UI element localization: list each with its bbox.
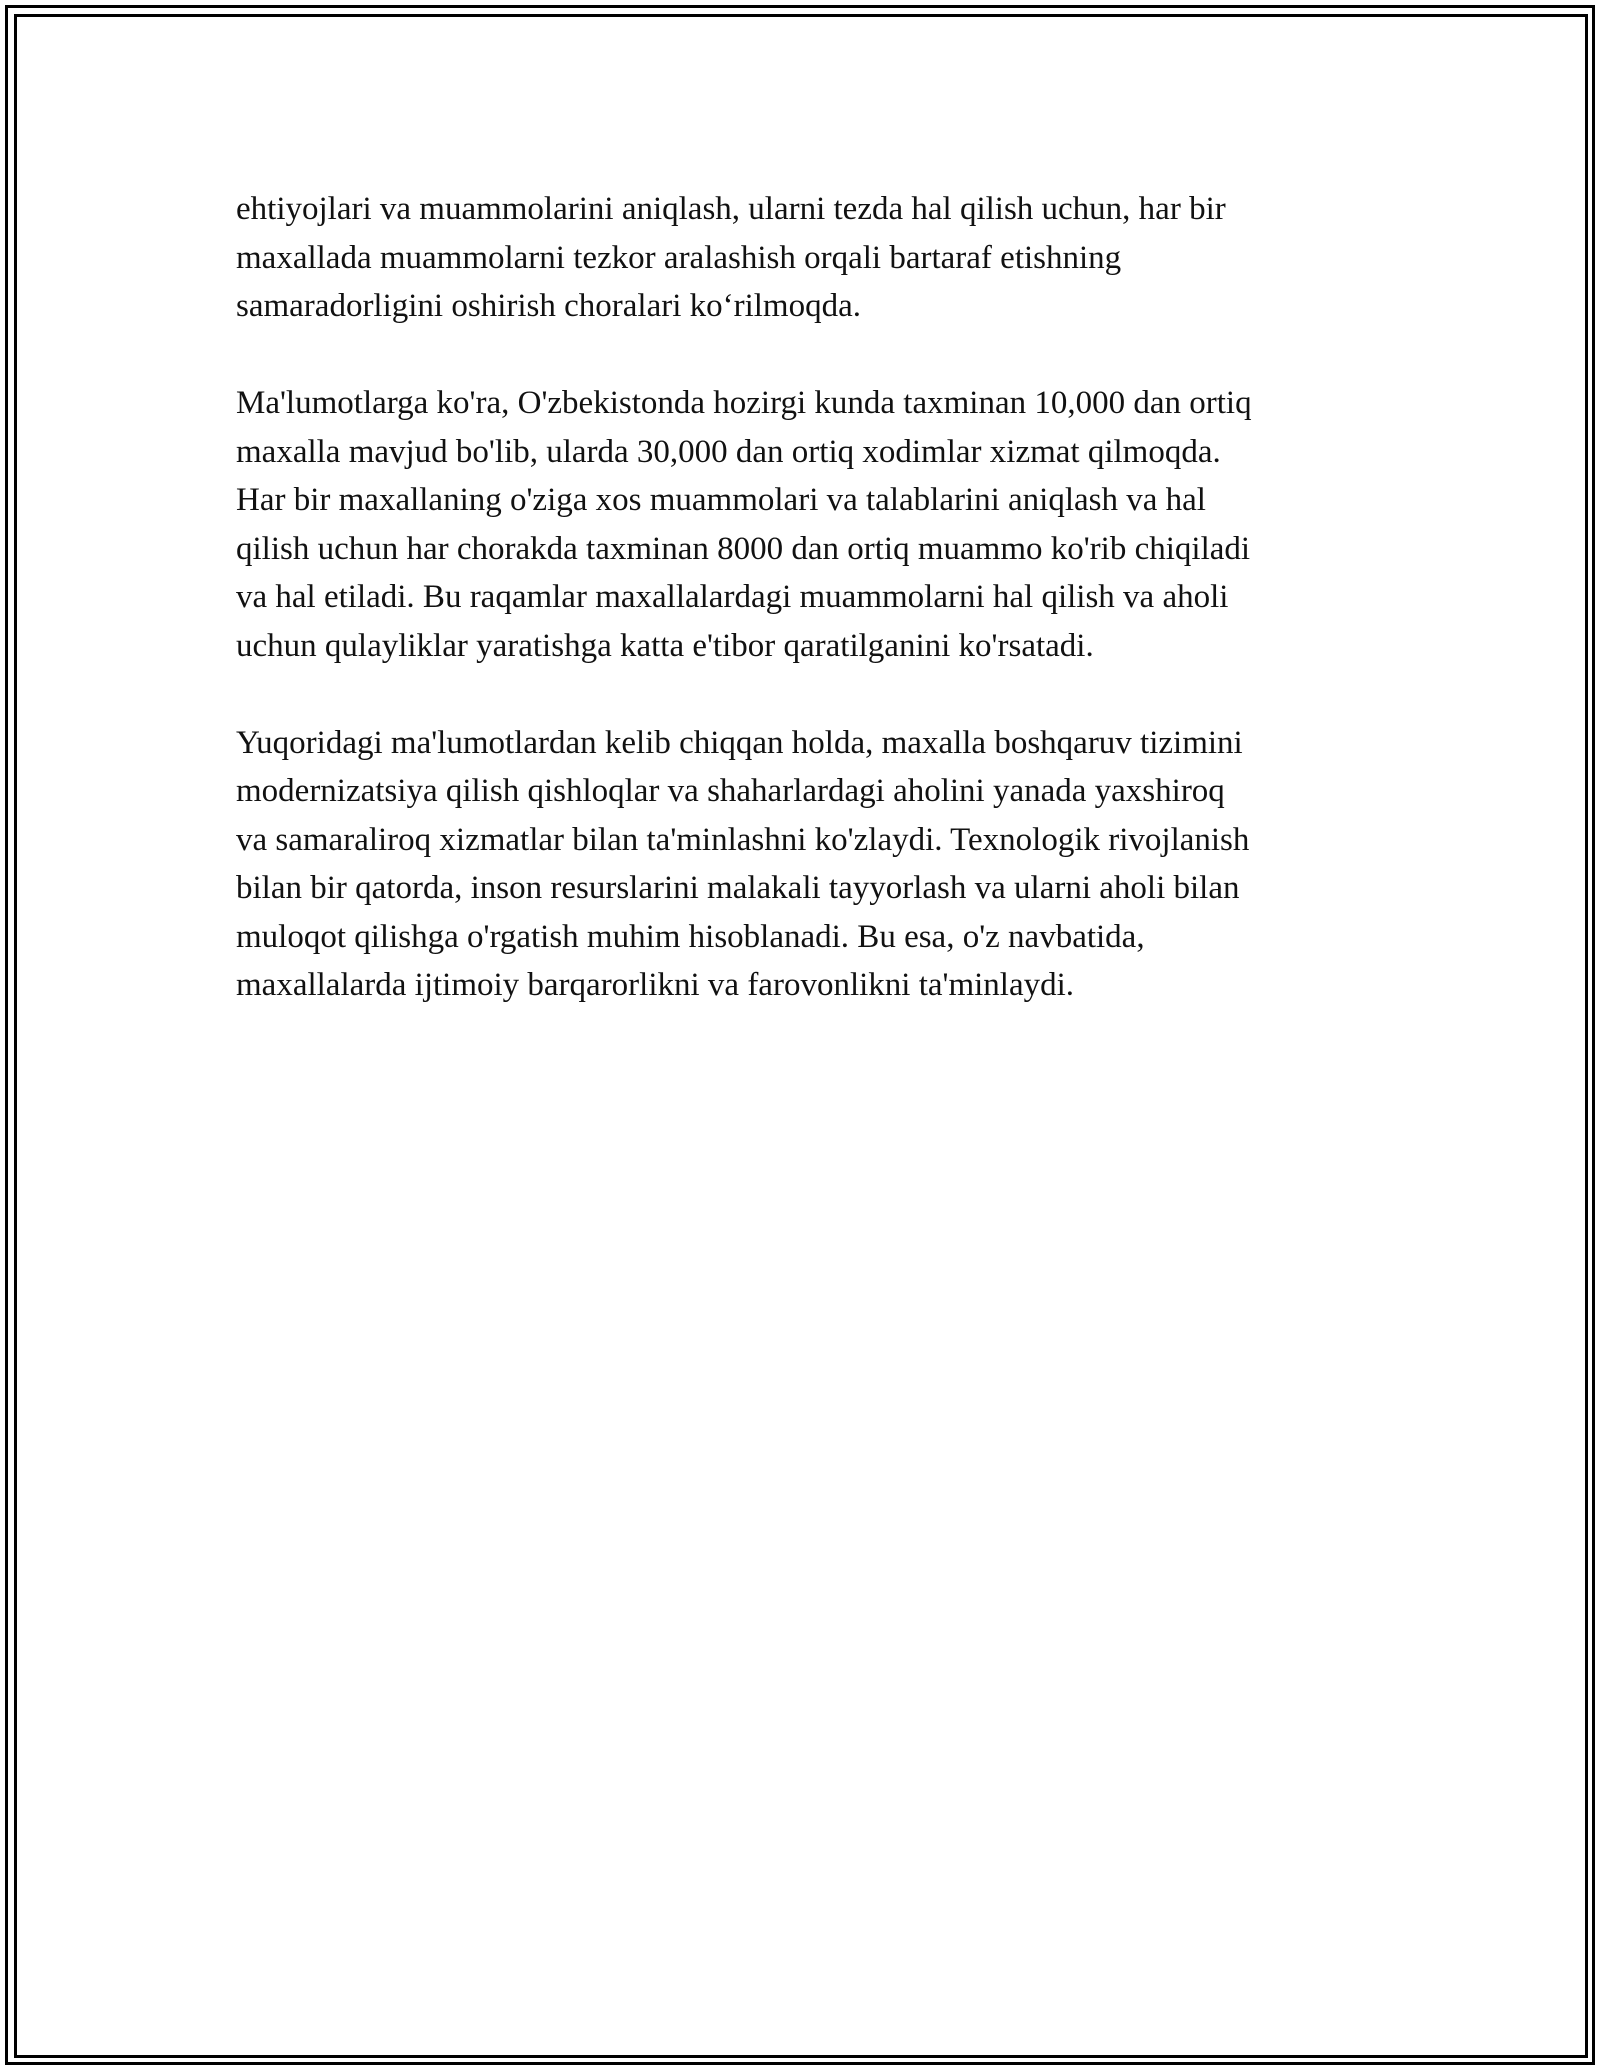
text-line: bilan bir qatorda, inson resurslarini malakali tayyorlash va ularni aholi bilan [236,870,1240,906]
text-line: modernizatsiya qilish qishloqlar va shaharlardagi aholini yanada yaxshiroq [236,773,1225,809]
text-line: ehtiyojlari va muammolarini aniqlash, ularni tezda hal qilish uchun, har bir [236,191,1226,227]
text-line: qilish uchun har chorakda taxminan 8000 dan ortiq muammo ko'rib chiqiladi [236,530,1251,567]
text-line: Har bir maxallaning o'ziga xos muammolari va talablarini aniqlash va hal [236,482,1206,518]
text-line: maxalla mavjud bo'lib, ularda 30,000 dan ortiq xodimlar xizmat qilmoqda. [236,433,1221,470]
paragraph-1 [236,185,1396,331]
text-line: va samaraliroq xizmatlar bilan ta'minlashni ko'zlaydi. Texnologik rivojlanish [236,821,1250,858]
text-line: maxallada muammolarni tezkor aralashish orqali bartaraf etishning [236,239,1122,276]
text-line: va hal etiladi. Bu raqamlar maxallalardagi muammolarni hal qilish va aholi [236,579,1229,615]
text-line: Ma'lumotlarga ko'ra, O'zbekistonda hozirgi kunda taxminan 10,000 dan ortiq [236,385,1252,421]
text-line: muloqot qilishga o'rgatish muhim hisoblanadi. Bu esa, o'z navbatida, [236,918,1145,955]
text-line: samaradorligini oshirish choralari ko‘rilmoqda. [236,288,862,324]
document-body [236,185,1396,1058]
text-line: maxallalarda ijtimoiy barqarorlikni va farovonlikni ta'minlaydi. [236,967,1075,1003]
text-line: Yuqoridagi ma'lumotlardan kelib chiqqan holda, maxalla boshqaruv tizimini [236,724,1243,761]
paragraph-3 [236,719,1396,1010]
paragraph-2 [236,379,1396,670]
text-line: uchun qulayliklar yaratishga katta e'tibor qaratilganini ko'rsatadi. [236,627,1094,664]
